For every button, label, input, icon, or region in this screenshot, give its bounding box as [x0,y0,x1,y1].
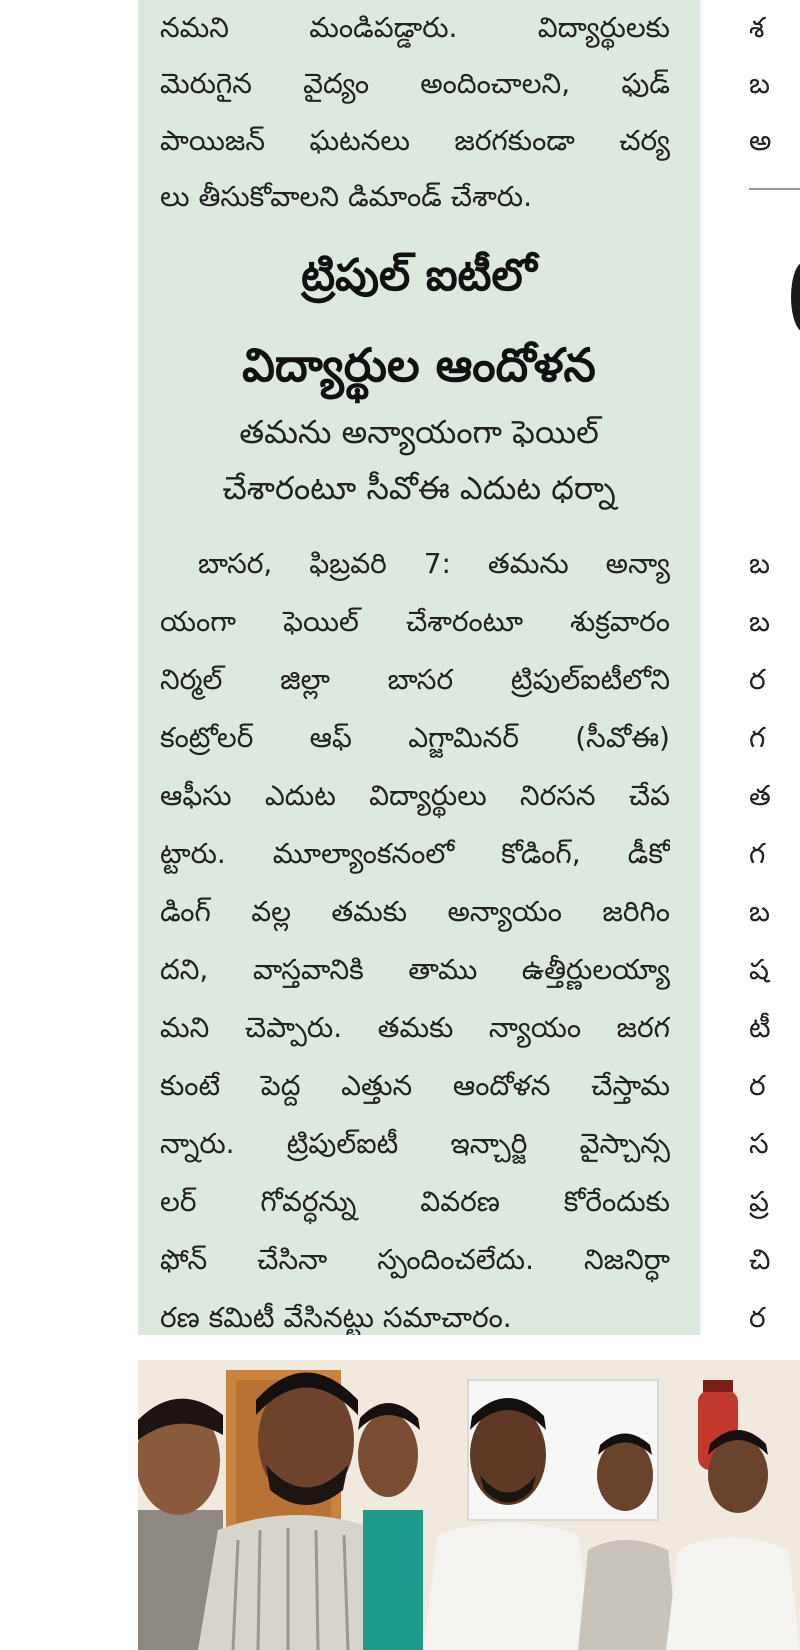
adjacent-text-fragment: శ [749,11,765,44]
adjacent-text-fragment: బ [749,67,771,100]
adjacent-text-fragment: స [749,1127,769,1160]
adjacent-text-fragment: బ [749,547,771,580]
body-line: లర్ గోవర్ధన్ను వివరణ కోరేందుకు [160,1185,670,1218]
group-of-students-photo [138,1360,800,1650]
body-line: బాసర, ఫిబ్రవరి 7: తమను అన్యా [198,547,670,580]
body-line: నిర్మల్ జిల్లా బాసర ట్రిపుల్ఐటీలోని [160,663,670,696]
body-line: దని, వాస్తవానికి తాము ఉత్తీర్ణులయ్యా [160,953,670,986]
left-page-margin [0,0,138,1335]
adjacent-text-fragment: త [749,779,771,812]
adjacent-column [703,0,800,1335]
headline-glyph-fragment [791,262,800,332]
adjacent-text-fragment: ప్ర [749,1185,769,1218]
body-line: డింగ్ వల్ల తమకు అన్యాయం జరిగిం [160,895,670,928]
intro-line: మెరుగైన వైద్యం అందించాలని, ఫుడ్ [160,67,670,100]
news-article [138,0,700,1335]
section-rule [749,188,800,190]
person-3 [358,1403,423,1650]
extinguisher-head [703,1380,733,1392]
adjacent-text-fragment: టీ [749,1011,771,1044]
body-line: రణ కమిటీ వేసినట్టు సమాచారం. [160,1301,512,1334]
headline-line-2: విద్యార్థుల ఆందోళన [242,338,596,392]
intro-line: లు తీసుకోవాలని డిమాండ్ చేశారు. [160,180,532,213]
body-line: న్నారు. ట్రిపుల్ఐటీ ఇన్చార్జి వైస్చాన్స [160,1127,670,1160]
intro-line: నమని మండిపడ్డారు. విద్యార్థులకు [160,11,670,44]
body-line: ఆఫీసు ఎదుట విద్యార్థులు నిరసన చేప [160,779,670,812]
adjacent-text-fragment: ష [749,953,769,986]
adjacent-text-fragment: ర [749,1301,766,1334]
adjacent-text-fragment: బ [749,605,771,638]
headline-line-1: ట్రిపుల్ ఐటీలో [301,250,537,301]
adjacent-text-fragment: గ [749,721,766,754]
subheadline-line-2: చేశారంటూ సీవోఈ ఎదుట ధర్నా [222,469,616,507]
adjacent-text-fragment: అ [749,124,772,157]
photo-illustration [138,1360,800,1650]
adjacent-text-fragment: ర [749,663,766,696]
body-line: కంట్రోలర్ ఆఫ్ ఎగ్జామినర్ (సీవోఈ) [160,721,670,754]
body-line: యంగా ఫెయిల్ చేశారంటూ శుక్రవారం [160,605,670,638]
body-line: మని చెప్పారు. తమకు న్యాయం జరగ [160,1011,670,1044]
intro-line: పాయిజన్ ఘటనలు జరగకుండా చర్య [160,124,670,157]
subheadline-line-1: తమను అన్యాయంగా ఫెయిల్ [239,413,599,451]
adjacent-text-fragment: గ [749,837,766,870]
body-line: ట్టారు. మూల్యాంకనంలో కోడింగ్, డీకో [160,837,670,870]
photo-gap [0,1335,800,1360]
body-line: కుంటే పెద్ద ఎత్తున ఆందోళన చేస్తామ [160,1069,670,1102]
body-line: ఫోన్ చేసినా స్పందించలేదు. నిజనిర్ధా [160,1243,670,1276]
adjacent-text-fragment: ర [749,1069,766,1102]
adjacent-text-fragment: చి [749,1243,771,1276]
adjacent-text-fragment: బ [749,895,771,928]
